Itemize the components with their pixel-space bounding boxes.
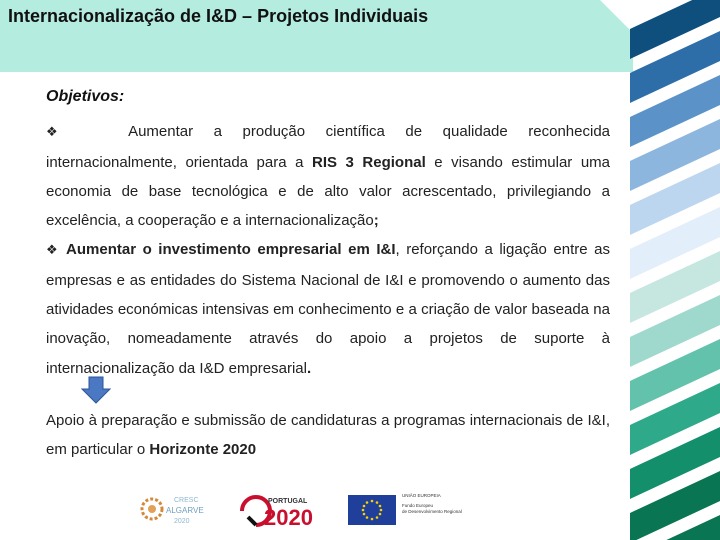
decorative-stripes [630, 0, 720, 540]
objectives-heading: Objetivos: [46, 88, 125, 105]
objective-1-bold: RIS 3 Regional [311, 153, 426, 171]
funding-logos [134, 487, 504, 532]
diamond-bullet-icon: ❖ [46, 243, 61, 259]
cresc-algarve-logo [134, 489, 234, 529]
eu-flag-icon [348, 495, 396, 525]
eu-line-1: UNIÃO EUROPEIA [402, 493, 441, 498]
eu-line-2: Fundo Europeu [402, 503, 434, 508]
portugal-2020-logo [238, 491, 338, 529]
support-bold: Horizonte 2020 [149, 441, 257, 459]
pt2020-number: 2020 [264, 505, 313, 529]
objectives-section [46, 82, 610, 383]
objective-item-2 [46, 235, 610, 382]
portugal-label: PORTUGAL [268, 498, 308, 505]
support-paragraph [46, 406, 610, 465]
slide-title: Internacionalização de I&D – Projetos Individuais [8, 6, 429, 26]
down-arrow-icon [81, 376, 111, 404]
objective-2-end: . [306, 359, 312, 377]
objective-1-text-cont: e visando estimular uma economia de base tecnológica e de alto valor acrescentado, privilegiando a excelência, a cooperação e a internacionalização [46, 153, 610, 230]
cresc-line-1: CRESC [174, 497, 199, 504]
objective-item-1 [46, 117, 610, 235]
objective-1-text: Aumentar a produção científica de qualidade reconhecida internacionalmente, orientada para a [46, 123, 611, 171]
cresc-line-2: ALGARVE [166, 506, 204, 515]
diamond-bullet-icon: ❖ [46, 125, 75, 141]
support-text: Apoio à preparação e submissão de candidaturas a programas internacionais de I&I, em particular o [46, 412, 610, 459]
objective-2-text: , reforçando a ligação entre as empresas e as entidades do Sistema Nacional de I&I e promovendo o aumento das atividades económicas intensivas em conhecimento e a criação de valor baseada na inovação, nomeadamente através do apoio a projetos de suporte à internacionalização da I&D empresarial [46, 241, 610, 377]
objective-2-bold: Aumentar o investimento empresarial em I&I [66, 241, 396, 259]
eu-line-3: de Desenvolvimento Regional [402, 509, 462, 514]
eu-fund-text [402, 493, 492, 515]
title-bar [0, 0, 633, 72]
cresc-line-3: 2020 [174, 518, 190, 525]
objective-1-end: ; [373, 212, 379, 230]
